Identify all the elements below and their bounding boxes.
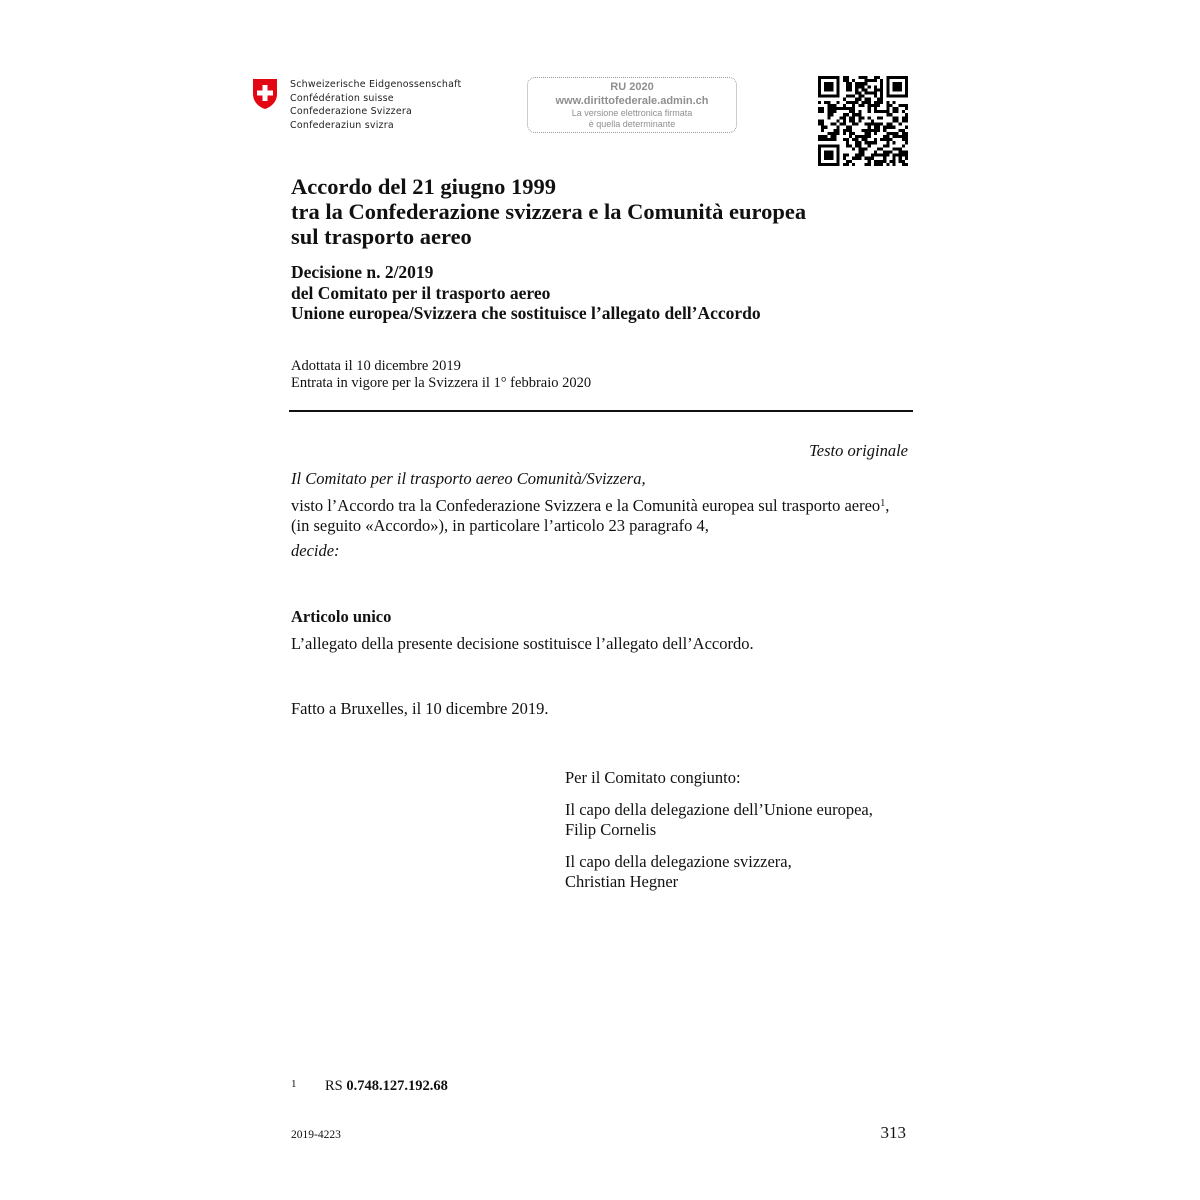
stamp-collection: RU 2020 [610, 81, 654, 93]
title-line-1: Accordo del 21 giugno 1999 [291, 174, 557, 199]
qr-code-icon [818, 76, 908, 166]
original-text-label: Testo originale [809, 441, 908, 460]
in-force-date: Entrata in vigore per la Svizzera il 1° febbraio 2020 [291, 374, 592, 391]
signatures-intro-text: Per il Comitato congiunto: [565, 768, 741, 787]
done-at: Fatto a Bruxelles, il 10 dicembre 2019. [291, 699, 549, 718]
divider [289, 410, 913, 412]
title-line-3: sul trasporto aereo [291, 224, 472, 249]
page-number: 313 [880, 1123, 906, 1142]
preamble-text-cont: , (in seguito «Accordo»), in particolare l’articolo 23 paragrafo 4, [291, 496, 890, 535]
stamp-note-1: La versione elettronica firmata [571, 108, 693, 118]
decision-dates [291, 358, 591, 391]
signature-ch-role: Il capo della delegazione svizzera, [565, 852, 792, 871]
swiss-crest-icon [252, 78, 278, 110]
signature-ch-name: Christian Hegner [565, 872, 679, 891]
title-line-2: tra la Confederazione svizzera e la Comunità europea [291, 199, 807, 224]
article-text: L’allegato della presente decisione sostituisce l’allegato dell’Accordo. [291, 634, 754, 653]
decision-line-1: Decisione n. 2/2019 [291, 262, 434, 282]
federation-name-de: Schweizerische Eidgenossenschaft [290, 79, 462, 90]
article-heading: Articolo unico [291, 607, 392, 626]
document-title [291, 174, 806, 249]
signature-eu-role: Il capo della delegazione dell’Unione europea, [565, 800, 873, 819]
committee-intro: Il Comitato per il trasporto aereo Comunità/Svizzera, [291, 469, 646, 488]
federation-name-rm: Confederaziun svizra [290, 119, 394, 131]
federation-names [290, 78, 461, 132]
stamp-url: www.dirittofederale.admin.ch [555, 95, 709, 107]
decision-line-3: Unione europea/Svizzera che sostituisce l’allegato dell’Accordo [291, 303, 761, 323]
signatures-intro [565, 768, 741, 788]
stamp-note-2: è quella determinante [588, 119, 676, 129]
decision-title [291, 262, 761, 324]
signature-eu-name: Filip Cornelis [565, 820, 657, 839]
footnote-ref[interactable]: 1 [880, 498, 886, 509]
document-number: 2019-4223 [291, 1129, 341, 1141]
federation-name-fr: Confédération suisse [290, 92, 394, 104]
federation-name-it: Confederazione Svizzera [290, 106, 413, 117]
footnote [291, 1078, 448, 1095]
decide-label: decide: [291, 541, 340, 560]
signature-ch [565, 852, 792, 892]
signature-eu [565, 800, 873, 840]
decision-line-2: del Comitato per il trasporto aereo [291, 282, 551, 303]
preamble-visto [291, 496, 911, 536]
adopted-date: Adottata il 10 dicembre 2019 [291, 358, 461, 374]
footnote-number: 1 [291, 1078, 297, 1090]
footnote-prefix: RS [325, 1078, 347, 1094]
footnote-reference[interactable]: 0.748.127.192.68 [346, 1078, 448, 1094]
preamble-text: visto l’Accordo tra la Confederazione Svizzera e la Comunità europea sul trasporto aereo [291, 496, 881, 515]
official-stamp [527, 77, 737, 133]
